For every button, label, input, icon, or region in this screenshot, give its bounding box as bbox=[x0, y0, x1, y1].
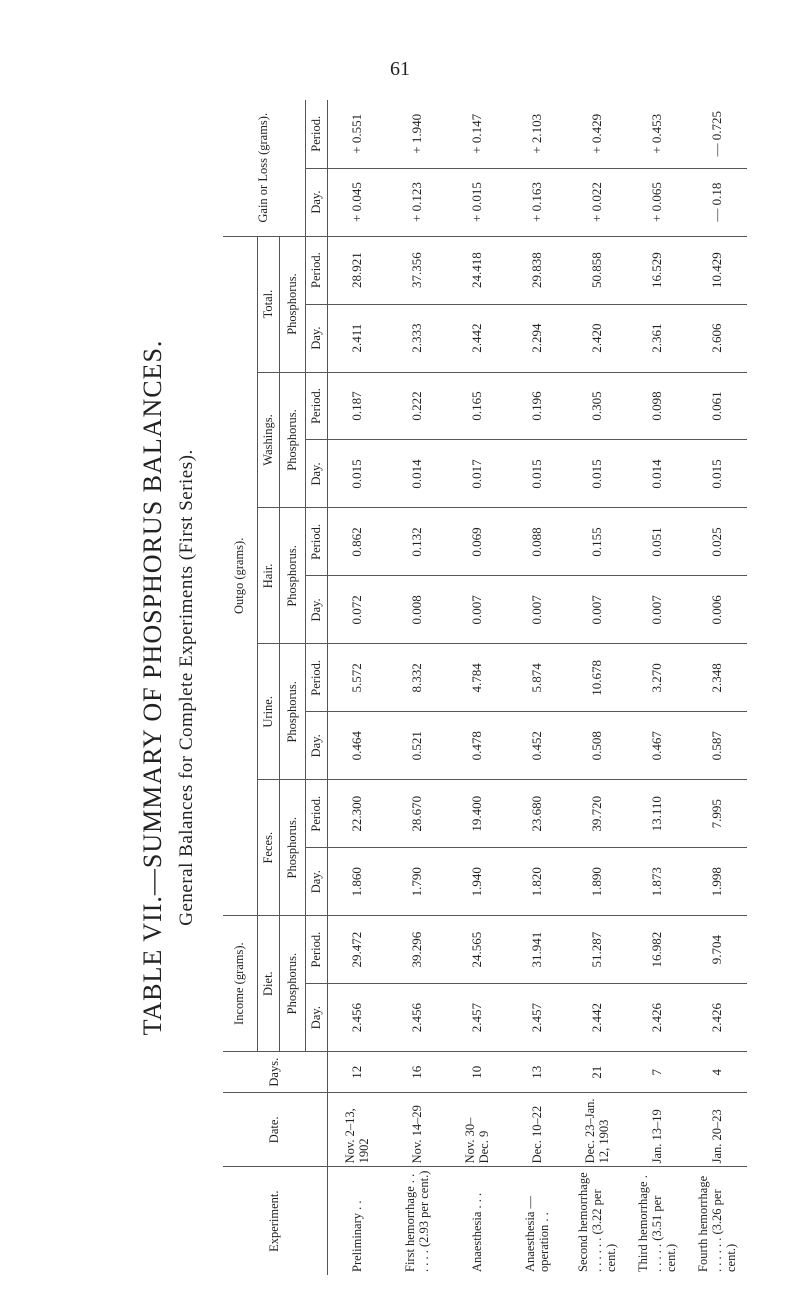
header-day: Day. bbox=[305, 576, 327, 644]
table-row bbox=[507, 100, 567, 1275]
gain-period-cell: + 2.103 bbox=[529, 113, 544, 154]
rotated-table-block bbox=[138, 100, 738, 1275]
table-subtitle: General Balances for Complete Experiments (First Series). bbox=[176, 449, 197, 926]
feces-period-cell: 28.670 bbox=[387, 780, 447, 848]
diet-period-cell: 9.704 bbox=[687, 916, 747, 984]
header-period: Period. bbox=[305, 100, 327, 168]
feces-period-cell: 39.720 bbox=[567, 780, 627, 848]
total-day-cell: 2.361 bbox=[627, 304, 687, 372]
diet-period-cell: 29.472 bbox=[327, 916, 387, 984]
header-gain-loss: Gain or Loss (grams). bbox=[223, 100, 305, 236]
diet-day-cell: 2.426 bbox=[687, 984, 747, 1052]
experiment-cell: Anaesthesia . . . bbox=[447, 1167, 507, 1275]
days-cell: 16 bbox=[387, 1052, 447, 1093]
table-row bbox=[687, 100, 747, 1275]
total-day-cell: 2.411 bbox=[327, 304, 387, 372]
header-day: Day. bbox=[305, 168, 327, 236]
header-date: Date. bbox=[223, 1093, 327, 1167]
experiment-cell: Anaesthesia — operation . . bbox=[507, 1167, 567, 1275]
urine-day-cell: 0.587 bbox=[687, 712, 747, 780]
total-period-cell: 10.429 bbox=[687, 236, 747, 304]
total-period-cell: 24.418 bbox=[447, 236, 507, 304]
total-day-cell: 2.606 bbox=[687, 304, 747, 372]
hair-period-cell: 0.069 bbox=[447, 508, 507, 576]
hair-period-cell: 0.155 bbox=[567, 508, 627, 576]
urine-day-cell: 0.467 bbox=[627, 712, 687, 780]
header-day: Day. bbox=[305, 848, 327, 916]
header-phosphorus: Phosphorus. bbox=[279, 916, 305, 1052]
header-diet: Diet. bbox=[257, 916, 279, 1052]
washings-period-cell: 0.222 bbox=[387, 372, 447, 440]
experiment-cell: Second hemorrhage . . . . . . (3.22 per cent.) bbox=[567, 1167, 627, 1275]
washings-period-cell: 0.187 bbox=[327, 372, 387, 440]
header-feces: Feces. bbox=[257, 780, 279, 916]
hair-period-cell: 0.862 bbox=[327, 508, 387, 576]
total-day-cell: 2.420 bbox=[567, 304, 627, 372]
diet-period-cell: 39.296 bbox=[387, 916, 447, 984]
urine-period-cell: 4.784 bbox=[447, 644, 507, 712]
urine-day-cell: 0.521 bbox=[387, 712, 447, 780]
urine-day-cell: 0.478 bbox=[447, 712, 507, 780]
diet-period-cell: 24.565 bbox=[447, 916, 507, 984]
washings-period-cell: 0.061 bbox=[687, 372, 747, 440]
total-period-cell: 29.838 bbox=[507, 236, 567, 304]
feces-day-cell: 1.890 bbox=[567, 848, 627, 916]
experiment-cell: First hemorrhage . . . . . . (2.93 per cent.) bbox=[387, 1167, 447, 1275]
hair-day-cell: 0.007 bbox=[447, 576, 507, 644]
header-phosphorus: Phosphorus. bbox=[279, 508, 305, 644]
washings-day-cell: 0.015 bbox=[567, 440, 627, 508]
total-period-cell: 28.921 bbox=[327, 236, 387, 304]
gain-period-cell: + 0.429 bbox=[589, 113, 604, 154]
hair-period-cell: 0.088 bbox=[507, 508, 567, 576]
urine-period-cell: 2.348 bbox=[687, 644, 747, 712]
date-cell: Nov. 14–29 bbox=[387, 1093, 447, 1167]
date-cell: Jan. 13–19 bbox=[627, 1093, 687, 1167]
table-row bbox=[447, 100, 507, 1275]
header-phosphorus: Phosphorus. bbox=[279, 236, 305, 372]
total-period-cell: 37.356 bbox=[387, 236, 447, 304]
feces-day-cell: 1.940 bbox=[447, 848, 507, 916]
hair-day-cell: 0.007 bbox=[567, 576, 627, 644]
gain-day-cell: + 0.022 bbox=[567, 168, 627, 236]
total-day-cell: 2.442 bbox=[447, 304, 507, 372]
hair-period-cell: 0.025 bbox=[687, 508, 747, 576]
header-day: Day. bbox=[305, 984, 327, 1052]
days-cell: 21 bbox=[567, 1052, 627, 1093]
feces-day-cell: 1.860 bbox=[327, 848, 387, 916]
gain-day-cell: + 0.045 bbox=[327, 168, 387, 236]
washings-period-cell: 0.165 bbox=[447, 372, 507, 440]
table-row bbox=[387, 100, 447, 1275]
feces-day-cell: 1.998 bbox=[687, 848, 747, 916]
total-day-cell: 2.333 bbox=[387, 304, 447, 372]
washings-day-cell: 0.014 bbox=[387, 440, 447, 508]
gain-day-cell: + 0.163 bbox=[507, 168, 567, 236]
header-days: Days. bbox=[223, 1052, 327, 1093]
gain-period-cell: + 0.551 bbox=[349, 113, 365, 154]
urine-period-cell: 3.270 bbox=[627, 644, 687, 712]
feces-period-cell: 19.400 bbox=[447, 780, 507, 848]
days-cell: 4 bbox=[687, 1052, 747, 1093]
experiment-cell: Fourth hemorrhage . . . . . . (3.26 per cent.) bbox=[687, 1167, 747, 1275]
header-period: Period. bbox=[305, 236, 327, 304]
header-experiment: Experiment. bbox=[223, 1167, 327, 1275]
washings-day-cell: 0.015 bbox=[327, 440, 387, 508]
days-cell: 10 bbox=[447, 1052, 507, 1093]
gain-day-cell: — 0.18 bbox=[687, 168, 747, 236]
date-cell: Jan. 20–23 bbox=[687, 1093, 747, 1167]
feces-period-cell: 22.300 bbox=[327, 780, 387, 848]
header-phosphorus: Phosphorus. bbox=[279, 780, 305, 916]
experiment-cell: Preliminary . . bbox=[327, 1167, 387, 1275]
table-row bbox=[567, 100, 627, 1275]
total-period-cell: 16.529 bbox=[627, 236, 687, 304]
urine-period-cell: 5.572 bbox=[327, 644, 387, 712]
header-period: Period. bbox=[305, 644, 327, 712]
header-period: Period. bbox=[305, 780, 327, 848]
feces-day-cell: 1.820 bbox=[507, 848, 567, 916]
hair-day-cell: 0.008 bbox=[387, 576, 447, 644]
gain-period-cell: + 0.147 bbox=[469, 113, 484, 154]
urine-day-cell: 0.508 bbox=[567, 712, 627, 780]
header-washings: Washings. bbox=[257, 372, 279, 508]
hair-period-cell: 0.132 bbox=[387, 508, 447, 576]
washings-day-cell: 0.015 bbox=[507, 440, 567, 508]
diet-day-cell: 2.442 bbox=[567, 984, 627, 1052]
hair-day-cell: 0.006 bbox=[687, 576, 747, 644]
diet-day-cell: 2.426 bbox=[627, 984, 687, 1052]
diet-period-cell: 51.287 bbox=[567, 916, 627, 984]
urine-period-cell: 10.678 bbox=[567, 644, 627, 712]
header-outgo: Outgo (grams). bbox=[223, 236, 257, 916]
days-cell: 12 bbox=[327, 1052, 387, 1093]
feces-day-cell: 1.873 bbox=[627, 848, 687, 916]
urine-day-cell: 0.464 bbox=[327, 712, 387, 780]
date-cell: Nov. 2–13, 1902 bbox=[327, 1093, 387, 1167]
feces-day-cell: 1.790 bbox=[387, 848, 447, 916]
washings-period-cell: 0.196 bbox=[507, 372, 567, 440]
header-day: Day. bbox=[305, 304, 327, 372]
diet-period-cell: 31.941 bbox=[507, 916, 567, 984]
header-day: Day. bbox=[305, 712, 327, 780]
gain-day-cell: + 0.065 bbox=[627, 168, 687, 236]
washings-period-cell: 0.098 bbox=[627, 372, 687, 440]
total-day-cell: 2.294 bbox=[507, 304, 567, 372]
urine-day-cell: 0.452 bbox=[507, 712, 567, 780]
header-income: Income (grams). bbox=[223, 916, 257, 1052]
feces-period-cell: 13.110 bbox=[627, 780, 687, 848]
header-period: Period. bbox=[305, 508, 327, 576]
date-cell: Dec. 23–Jan. 12, 1903 bbox=[567, 1093, 627, 1167]
washings-day-cell: 0.017 bbox=[447, 440, 507, 508]
header-phosphorus: Phosphorus. bbox=[279, 372, 305, 508]
feces-period-cell: 23.680 bbox=[507, 780, 567, 848]
table-row bbox=[327, 100, 387, 1275]
header-period: Period. bbox=[305, 916, 327, 984]
gain-period-cell: + 0.453 bbox=[649, 113, 664, 154]
diet-day-cell: 2.456 bbox=[327, 984, 387, 1052]
experiment-cell: Third hemorrhage . . . . . . (3.51 per cent.) bbox=[627, 1167, 687, 1275]
gain-period-cell: + 1.940 bbox=[409, 113, 424, 154]
diet-day-cell: 2.456 bbox=[387, 984, 447, 1052]
days-cell: 7 bbox=[627, 1052, 687, 1093]
hair-day-cell: 0.007 bbox=[627, 576, 687, 644]
washings-day-cell: 0.015 bbox=[687, 440, 747, 508]
gain-day-cell: + 0.015 bbox=[447, 168, 507, 236]
urine-period-cell: 8.332 bbox=[387, 644, 447, 712]
diet-day-cell: 2.457 bbox=[447, 984, 507, 1052]
days-cell: 13 bbox=[507, 1052, 567, 1093]
page-number: 61 bbox=[390, 58, 410, 80]
washings-day-cell: 0.014 bbox=[627, 440, 687, 508]
gain-period-cell: — 0.725 bbox=[709, 111, 724, 157]
date-cell: Nov. 30–Dec. 9 bbox=[447, 1093, 507, 1167]
hair-period-cell: 0.051 bbox=[627, 508, 687, 576]
header-day: Day. bbox=[305, 440, 327, 508]
washings-period-cell: 0.305 bbox=[567, 372, 627, 440]
diet-period-cell: 16.982 bbox=[627, 916, 687, 984]
date-cell: Dec. 10–22 bbox=[507, 1093, 567, 1167]
gain-day-cell: + 0.123 bbox=[387, 168, 447, 236]
hair-day-cell: 0.072 bbox=[327, 576, 387, 644]
total-period-cell: 50.858 bbox=[567, 236, 627, 304]
header-period: Period. bbox=[305, 372, 327, 440]
urine-period-cell: 5.874 bbox=[507, 644, 567, 712]
table-title: TABLE VII.—SUMMARY OF PHOSPHORUS BALANCES. bbox=[138, 339, 167, 1036]
diet-day-cell: 2.457 bbox=[507, 984, 567, 1052]
hair-day-cell: 0.007 bbox=[507, 576, 567, 644]
header-phosphorus: Phosphorus. bbox=[279, 644, 305, 780]
header-hair: Hair. bbox=[257, 508, 279, 644]
phosphorus-balance-table bbox=[223, 100, 747, 1275]
table-row bbox=[627, 100, 687, 1275]
header-total: Total. bbox=[257, 236, 279, 372]
feces-period-cell: 7.995 bbox=[687, 780, 747, 848]
header-urine: Urine. bbox=[257, 644, 279, 780]
